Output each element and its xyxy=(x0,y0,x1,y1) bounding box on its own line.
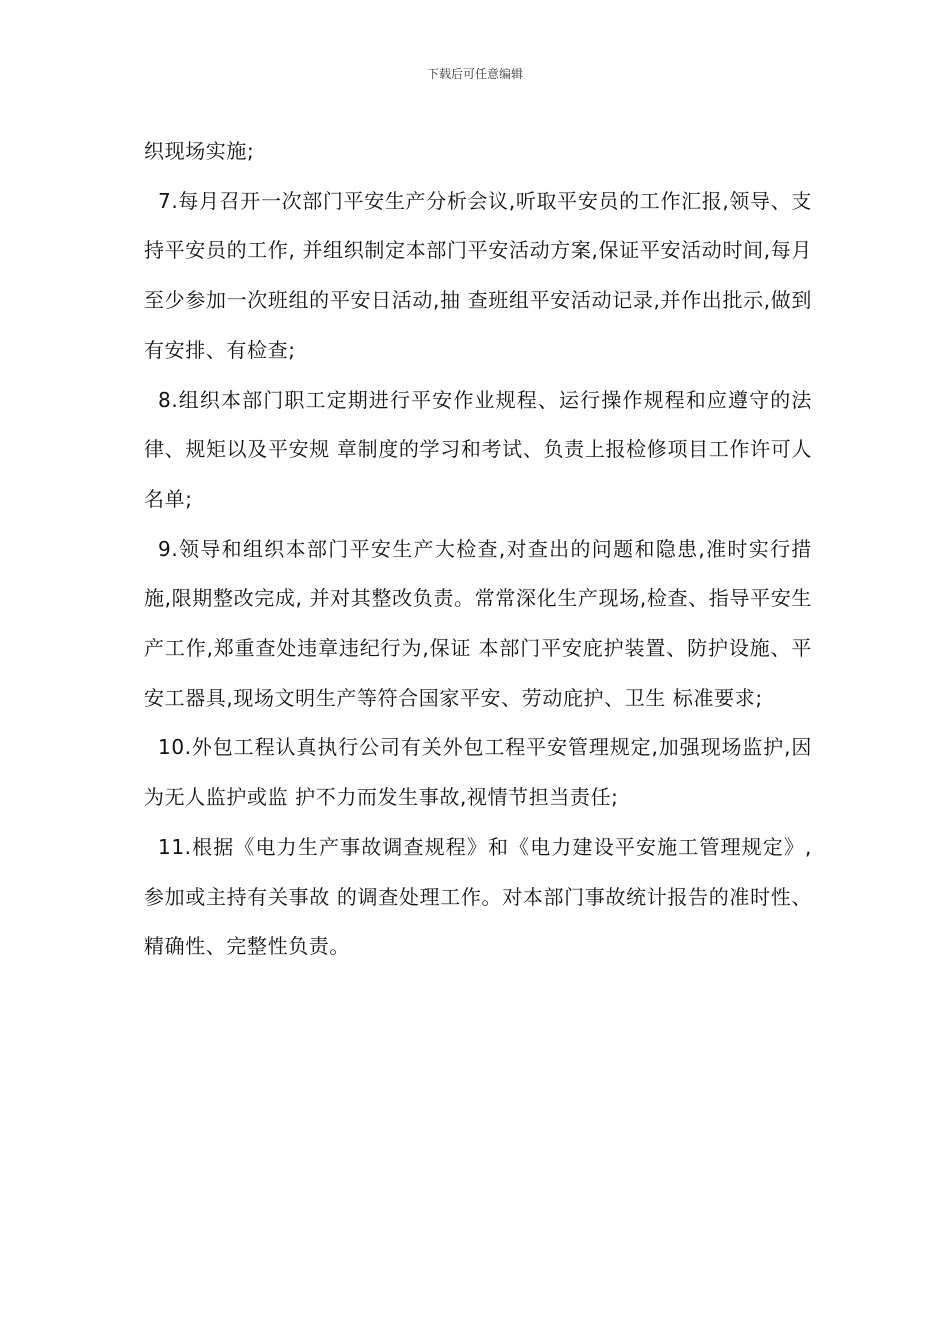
document-body xyxy=(144,127,812,972)
paragraph-item-10: 10.外包工程认真执行公司有关外包工程平安管理规定,加强现场监护,因为无人监护或监 护不力而发生事故,视情节担当责任; xyxy=(144,735,812,810)
page-header: 下载后可任意编辑 xyxy=(426,67,523,81)
paragraph-item-11: 11.根据《电力生产事故调查规程》和《电力建设平安施工管理规定》,参加或主持有关事故 的调查处理工作。对本部门事故统计报告的准时性、精确性、完整性负责。 xyxy=(144,834,812,959)
paragraph-item-9: 9.领导和组织本部门平安生产大检查,对查出的问题和隐患,准时实行措施,限期整改完成, 并对其整改负责。常常深化生产现场,检查、指导平安生产工作,郑重查处违章违纪行为,保证 本部门平安庇护装置、防护设施、平安工器具,现场文明生产等符合国家平安、劳动庇护、卫生 标准要求; xyxy=(144,536,812,710)
paragraph-continuation: 织现场实施; xyxy=(144,139,255,163)
paragraph-item-8: 8.组织本部门职工定期进行平安作业规程、运行操作规程和应遵守的法律、规矩以及平安规 章制度的学习和考试、负责上报检修项目工作许可人名单; xyxy=(144,387,812,511)
paragraph-item-7: 7.每月召开一次部门平安生产分析会议,听取平安员的工作汇报,领导、支持平安员的工作, 并组织制定本部门平安活动方案,保证平安活动时间,每月至少参加一次班组的平安日活动,抽 查班组平安活动记录,并作出批示,做到有安排、有检查; xyxy=(144,188,812,362)
